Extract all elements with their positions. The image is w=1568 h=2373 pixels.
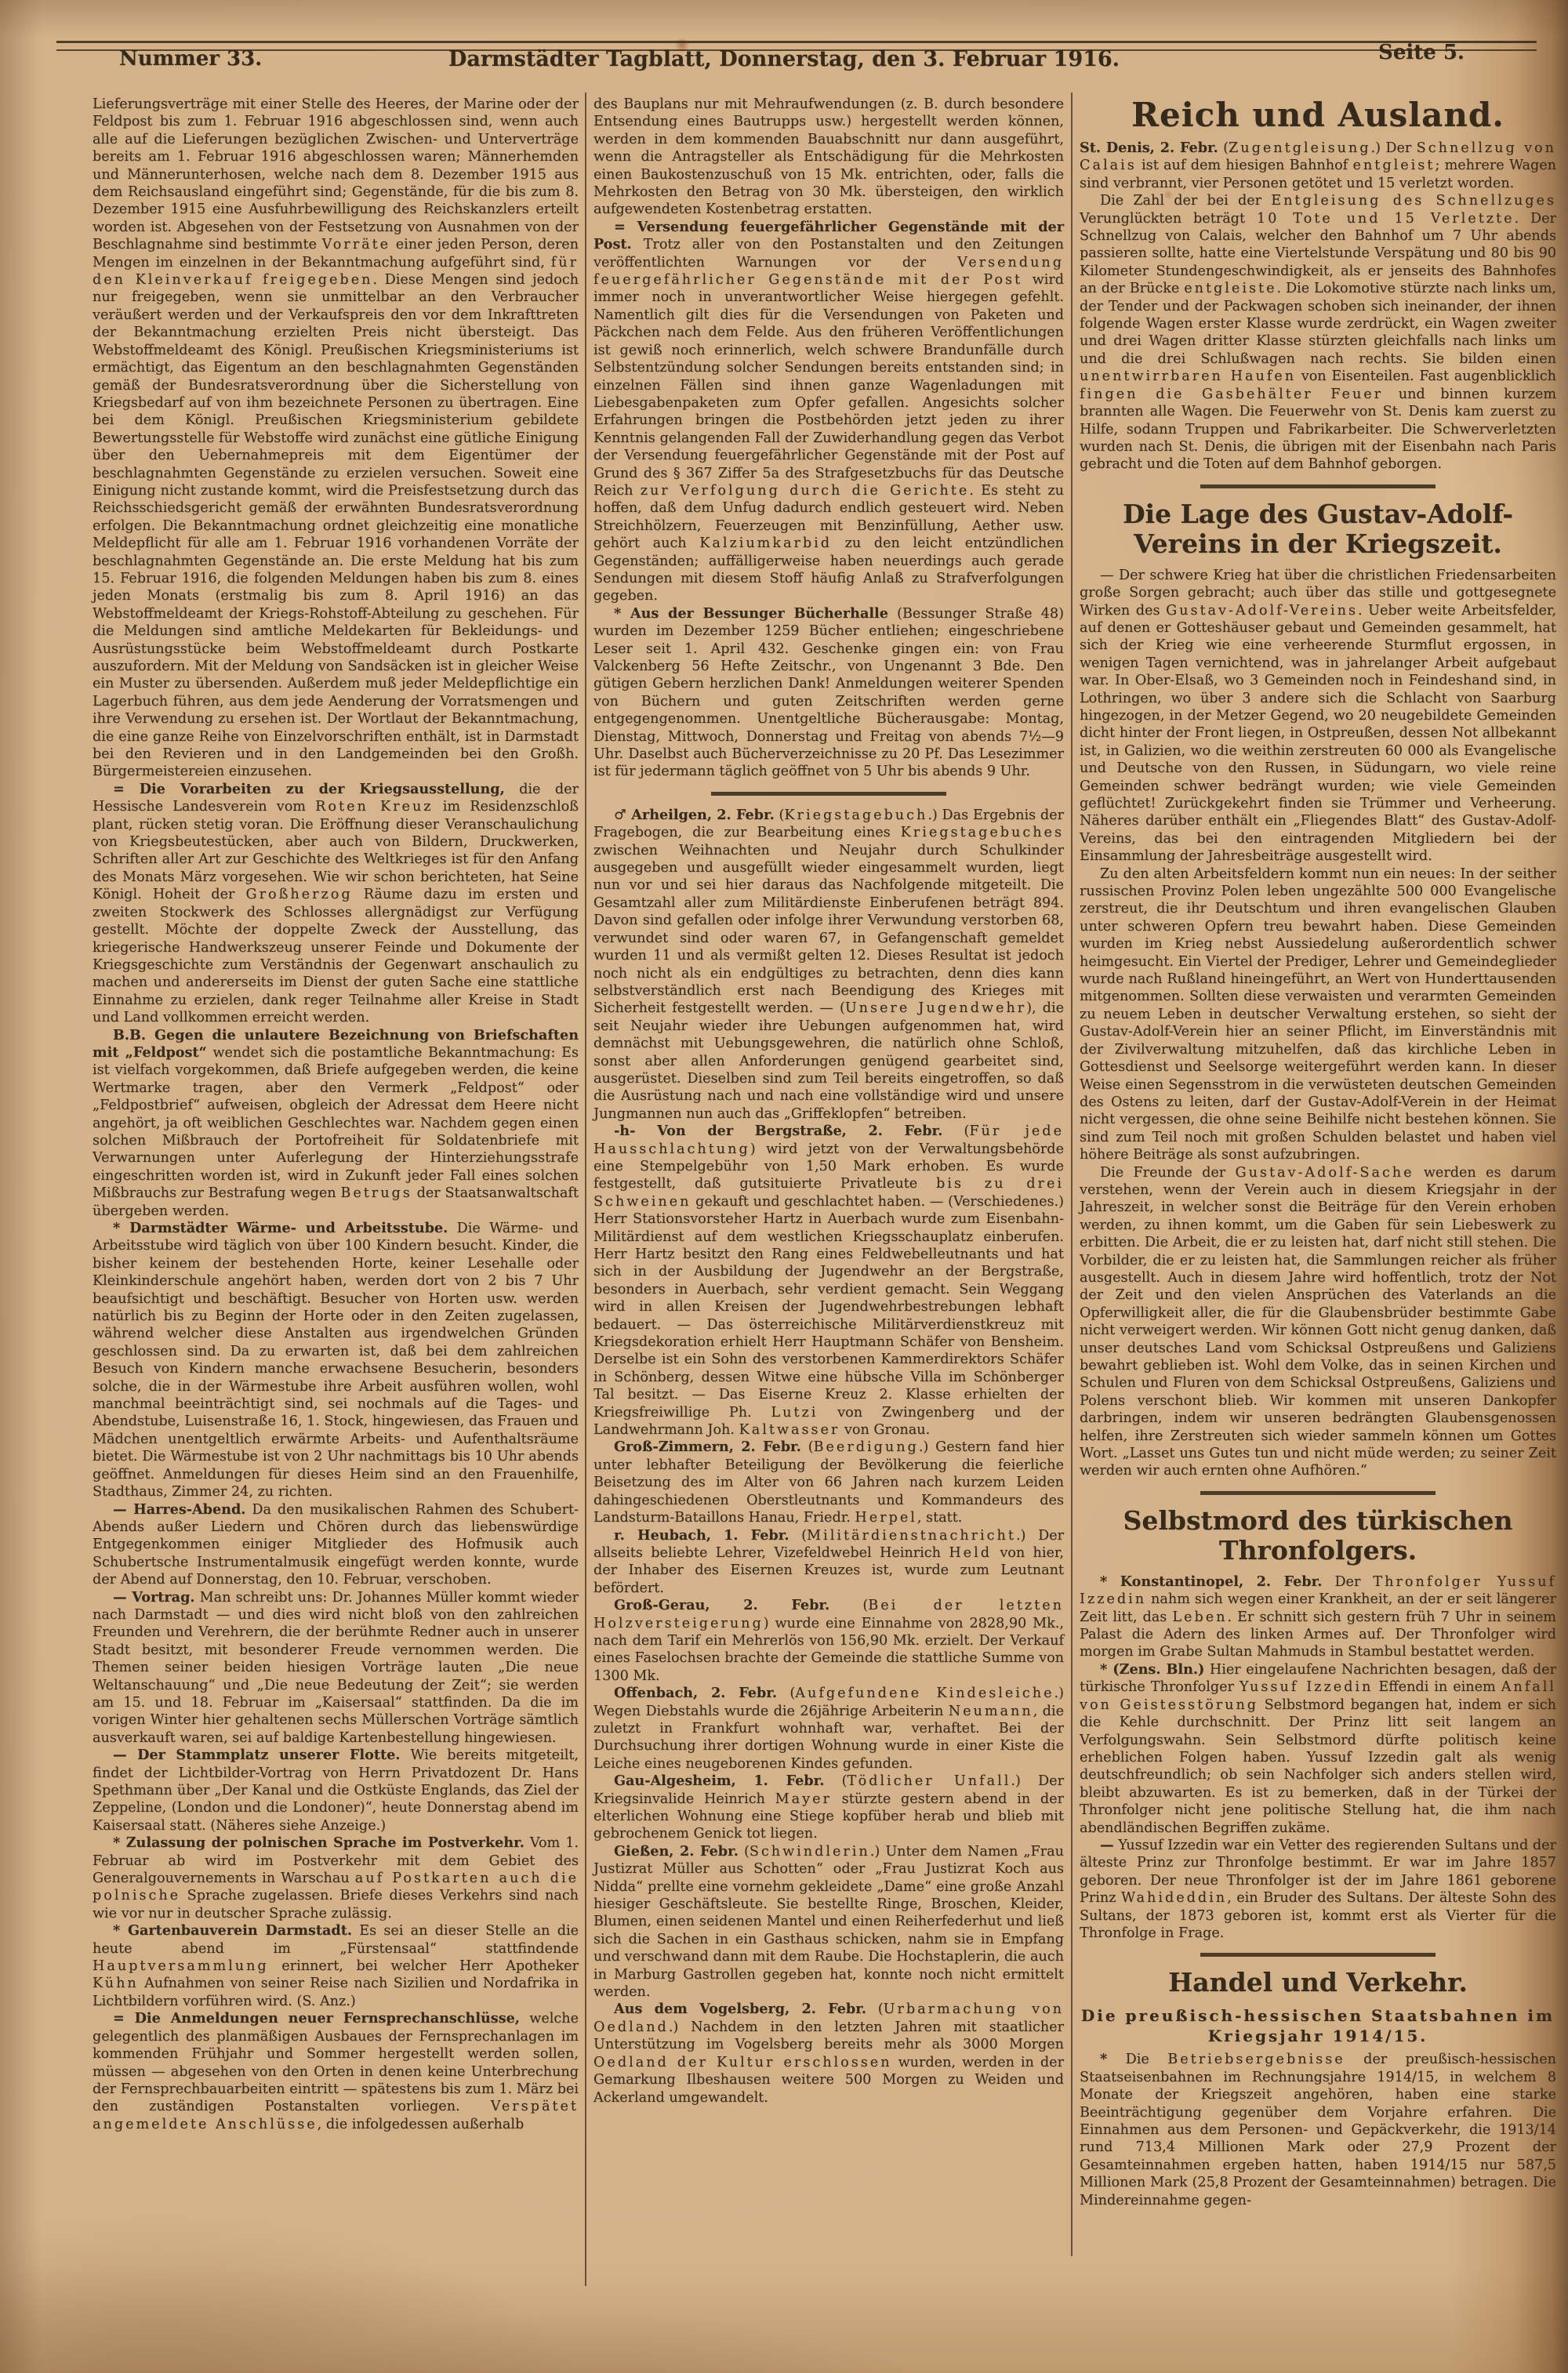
news-paragraph: = Die Vorarbeiten zu der Kriegsausstellung, die der Hessische Landesverein vom Roten Kreuz im Residenzschloß plant, rücken stetig voran. Die Eröffnung dieser Veranschaulichung von Kriegsbeutestücken, aber auch von Bildern, Druckwerken, Schriften aller Art zur Geschichte des Weltkrieges ist für den Anfang des Monats März vorgesehen. Wie wir schon berichteten, hat Seine Königl. Hoheit der Großherzog Räume dazu im ersten und zweiten Stockwerk des Schlosses allergnädigst zur Verfügung gestellt. Möchte der doppelte Zweck der Ausstellung, das kriegerische Handwerkszeug unserer Feinde und Dokumente der Kriegsgeschichte zum Verständnis der Gegenwart anschaulich zu machen und andererseits im Dienst der guten Sache eine stattliche Einnahme zu erzielen, dank reger Teilnahme aller Kreise in Stadt und Land vollkommen erreicht werden. [93, 780, 579, 1026]
news-paragraph: Gießen, 2. Febr. (Schwindlerin.) Unter dem Namen „Frau Justizrat Müller aus Schotten“ oder „Frau Justizrat Koch aus Nidda“ prellte eine vornehm gekleidete „Dame“ eine große Anzahl hiesiger Geschäftsleute. Sie bestellte Ringe, Broschen, Kleider, Blumen, einen seidenen Mantel und einen Reiherfederhut und ließ sich die Sachen in ein Gasthaus schicken, nahm sie in Empfang und verschwand dann mit dem Raube. Die Hochstaplerin, die auch in Marburg Gastrollen gegeben hat, konnte noch nicht ermittelt werden. [593, 1842, 1064, 2001]
news-paragraph: Zu den alten Arbeitsfeldern kommt nun ein neues: In der seither russischen Provinz Polen leben ungezählte 500 000 Evangelische zerstreut, die ihr Deutschtum und ihren evangelischen Glauben unter schweren Opfern treu bewahrt haben. Diese Gemeinden wurden im Krieg nebst Aussiedelung außerordentlich schwer heimgesucht. Ein Viertel der Prediger, Lehrer und Gemeindeglieder wurde nach Rußland hineingeführt, an Wert von Hunderttausenden mitgenommen. Sollten diese verwaisten und verarmten Gemeinden zu neuem Leben in deutscher Verwaltung erstehen, so sieht der Gustav-Adolf-Verein hier an seiner Pflicht, im Einverständnis mit der Zivilverwaltung mitzuhelfen, daß das kirchliche Leben in Gottesdienst und Seelsorge weitergeführt werden kann. In dieser Weise einen Segensstrom in die verwüsteten deutschen Gemeinden des Ostens zu leiten, darf der Gustav-Adolf-Verein in der Heimat nicht vergessen, die ohne seine Beihilfe nicht bestehen können. Sie sind zum Teil noch mit großen Schulden belastet und haben viel höhere Beiträge als sonst aufzubringen. [1080, 865, 1557, 1163]
column-separator-rule [1071, 93, 1073, 2256]
column-separator-rule [585, 93, 586, 2286]
column-middle [593, 96, 1064, 2106]
news-paragraph: des Bauplans nur mit Mehraufwendungen (z. B. durch besondere Entsendung eines Bautrupps usw.) hergestellt werden können, werden in dem kommenden Bauabschnitt nur dann ausgeführt, wenn die Antragsteller als Entschädigung für die Mehrkosten einen Baukostenzuschuß von 15 Mk. entrichten, oder, falls die Mehrkosten den Betrag von 30 Mk. übersteigen, den wirklich aufgewendeten Kostenbetrag erstatten. [593, 96, 1064, 218]
news-paragraph: * Aus der Bessunger Bücherhalle (Bessunger Straße 48) wurden im Dezember 1259 Bücher entliehen; eingeschriebene Leser seit 1. April 432. Geschenke gingen ein: von Frau Valckenberg 56 Hefte Zeitschr., von Ungenannt 3 Bde. Den gütigen Gebern herzlichen Dank! Anmeldungen weiterer Spenden von Büchern und guten Zeitschriften werden gerne entgegengenommen. Unentgeltliche Bücherausgabe: Montag, Dienstag, Mittwoch, Donnerstag und Freitag von abends 7½—9 Uhr. Daselbst auch Bücherverzeichnisse zu 20 Pf. Das Lesezimmer ist für jedermann täglich geöffnet von 5 Uhr bis abends 9 Uhr. [593, 604, 1064, 780]
newspaper-title-dateline: Darmstädter Tagblatt, Donnerstag, den 3. Februar 1916. [448, 47, 1120, 71]
paragraph-lead: Aus dem Vogelsberg, 2. Febr. [614, 2001, 866, 2018]
paragraph-lead: Groß-Zimmern, 2. Febr. [614, 1439, 801, 1456]
article-headline: Die Lage des Gustav-Adolf-Vereins in der Kriegszeit. [1122, 498, 1514, 559]
news-paragraph: — Harres-Abend. Da den musikalischen Rahmen des Schubert-Abends außer Liedern und Chören durch das liebenswürdige Entgegenkommen einiger Mitglieder des Hofmusik auch Schubertsche Instrumentalmusik eingefügt werden konnte, wurde der Abend auf Donnerstag, den 10. Februar, verschoben. [93, 1500, 579, 1588]
news-paragraph: * Gartenbauverein Darmstadt. Es sei an dieser Stelle an die heute abend im „Fürstensaal“ stattfindende Hauptversammlung erinnert, bei welcher Herr Apotheker Kühn Aufnahmen von seiner Reise nach Sizilien und Nordafrika in Lichtbildern vorführen wird. (S. Anz.) [93, 1922, 579, 2009]
article-subheadline: Die preußisch-hessischen Staatsbahnen im Kriegsjahr 1914/15. [1080, 2006, 1555, 2046]
news-paragraph: * Zulassung der polnischen Sprache im Postverkehr. Vom 1. Februar ab wird im Postverkehr mit dem Gebiet des Generalgouvernements in Warschau auf Postkarten auch die polnische Sprache zugelassen. Briefe dieses Verkehrs sind nach wie vor nur in deutscher Sprache zulässig. [93, 1834, 579, 1921]
news-paragraph: = Die Anmeldungen neuer Fernsprechanschlüsse, welche gelegentlich des planmäßigen Ausbaues der Fernsprechanlagen im kommenden Frühjahr und Sommer hergestellt werden sollen, müssen — abgesehen von den Orten in denen keine Unterbrechung der Fernsprechbauarbeiten eintritt — spätestens bis zum 1. März bei den zuständigen Postanstalten vorliegen. Verspätet angemeldete Anschlüsse, die infolgedessen außerhalb [93, 2010, 579, 2132]
paragraph-lead: Offenbach, 2. Febr. [614, 1685, 778, 1702]
news-paragraph: Lieferungsverträge mit einer Stelle des Heeres, der Marine oder der Feldpost bis zum 1. Februar 1916 abgeschlossen sind, wenn auch alle auf die Lieferungen bezüglichen Zwischen- und Unterverträge bereits am 1. Februar 1916 abgeschlossen waren; Männerhemden und Männerunterhosen, welche nach dem 8. Dezember 1915 aus dem Reichsausland eingeführt sind; Gegenstände, für die bis zum 8. Dezember 1915 eine Ausfuhrbewilligung des Reichskanzlers erteilt worden ist. Abgesehen von der Festsetzung von Ausnahmen von der Beschlagnahme sind bestimmte Vorräte einer jeden Person, deren Mengen im einzelnen in der Bekanntmachung aufgeführt sind, für den Kleinverkauf freigegeben. Diese Mengen sind jedoch nur freigegeben, wenn sie unmittelbar an den Verbraucher veräußert werden und der Verkaufspreis den vor dem Inkrafttreten der Bekanntmachung erzielten Preis nicht übersteigt. Das Webstoffmeldeamt des Königl. Preußischen Kriegsministeriums ist ermächtigt, das Eigentum an den beschlagnahmten Gegenständen gemäß der Bundesratsverordnung über die Sicherstellung von Kriegsbedarf auf von ihm bezeichnete Personen zu übertragen. Eine bei dem Königl. Preußischen Kriegsministerium gebildete Bewertungsstelle für Webstoffe wird zunächst eine gütliche Einigung über den Uebernahmepreis mit dem Eigentümer der beschlagnahmten Gegenstände zu erzielen versuchen. Soweit eine Einigung nicht zustande kommt, wird die Preisfestsetzung durch das Reichsschiedsgericht gemäß der erwähnten Bundesratsverordnung erfolgen. Die Bekanntmachung ordnet gleichzeitig eine monatliche Meldepflicht für alle am 1. Februar 1916 vorhandenen Vorräte der beschlagnahmten Gegenstände an. Die erste Meldung hat bis zum 15. Februar 1916, die folgenden Meldungen haben bis zum 8. eines jeden Monats (erstmalig bis zum 8. April 1916) an das Webstoffmeldeamt der Kriegs-Rohstoff-Abteilung zu geschehen. Für die Meldungen sind amtliche Meldekarten für Bekleidungs- und Ausrüstungsstücke beim Webstoffmeldeamt durch Postkarte auszufordern. Mit der Meldung von Sandsäcken ist in gleicher Weise ein Muster zu übersenden. Außerdem muß jeder Meldepflichtige ein Lagerbuch führen, aus dem jede Aenderung der Vorratsmengen und ihre Verwendung zu ersehen ist. Der Wortlaut der Bekanntmachung, die eine ganze Reihe von Einzelvorschriften enthält, ist in Darmstadt bei den Revieren und in den Landgemeinden bei den Großh. Bürgermeistereien einzusehen. [93, 96, 579, 780]
paragraph-lead: — [1100, 1836, 1114, 1853]
news-paragraph: Gau-Algesheim, 1. Febr. (Tödlicher Unfall.) Der Kriegsinvalide Heinrich Mayer stürzte gestern abend in der elterlichen Wohnung eine Stiege kopfüber herab und blieb mit gebrochenem Genick tot liegen. [593, 1772, 1064, 1842]
news-paragraph: Die Freunde der Gustav-Adolf-Sache werden es darum verstehen, wenn der Verein auch in diesem Kriegsjahr in der Jahreszeit, in welcher sonst die Beiträge für den Verein erhoben werden, zu ihnen kommt, um die Gaben für sein Liebeswerk zu erbitten. Die Arbeit, die er zu leisten hat, darf nicht still stehen. Die Vorbilder, die er zu leisten hat, die Sammlungen reicher als früher ausgestellt. Auch in diesem Jahre wird hoffentlich, trotz der Not der Zeit und den vielen Ansprüchen des Vaterlands an die Opferwilligkeit aller, die für die Glaubensbrüder bestimmte Gabe nicht verweigert werden. Wir können Gott nicht genug danken, daß unser deutsches Land vom Schicksal Ostpreußens und Galiziens bewahrt geblieben ist. Wohl dem Volke, das in seinen Kirchen und Schulen und Fluren von dem Schicksal Ostpreußens, Galiziens und Polens verschont blieb. Wir kommen mit unseren Dankopfer darbringen, indem wir unseren bedrängten Glaubensgenossen helfen, ihre Zerstreuten sich wieder sammeln können um Gottes Wort. „Lasset uns Gutes tun und nicht müde werden; zu seiner Zeit werden wir auch ernten ohne Aufhören.“ [1080, 1164, 1556, 1479]
news-paragraph: * Konstantinopel, 2. Febr. Der Thronfolger Yussuf Izzedin nahm sich wegen einer Krankheit, an der er seit längerer Zeit litt, das Leben. Er schnitt sich gestern früh 7 Uhr in seinem Palast die Adern des linken Armes auf. Der Thronfolger wird morgen im Grabe Sultan Mahmuds in Stambul bestattet werden. [1080, 1573, 1556, 1660]
news-paragraph: r. Heubach, 1. Febr. (Militärdienstnachricht.) Der allseits beliebte Lehrer, Vizefeldwebel Heinrich Held von hier, der Inhaber des Eisernen Kreuzes ist, wurde zum Leutnant befördert. [593, 1526, 1065, 1596]
section-divider-rule [1200, 484, 1436, 488]
section-divider-rule [1200, 1491, 1436, 1495]
news-paragraph: = Versendung feuergefährlicher Gegenstände mit der Post. Trotz aller von den Postanstalten und den Zeitungen veröffentlichten Warnungen vor der Versendung feuergefährlicher Gegenstände mit der Post wird immer noch in unverantwortlicher Weise hiergegen gefehlt. Namentlich gilt dies für die Versendungen von Paketen und Päckchen nach dem Felde. Aus den früheren Veröffentlichungen ist gewiß noch erinnerlich, welch schwere Brandunfälle durch Selbstentzündung solcher Sendungen bereits entstanden sind; in einzelnen Fällen sind ihnen ganze Wagenladungen mit Liebesgabenpaketen zum Opfer gefallen. Angesichts solcher Erfahrungen bringen die Postbehörden jetzt jeden zu ihrer Kenntnis gelangenden Fall der Zuwiderhandlung gegen das Verbot der Versendung feuergefährlicher Gegenstände mit der Post auf Grund des § 367 Ziffer 5a des Strafgesetzbuchs für das Deutsche Reich zur Verfolgung durch die Gerichte. Es steht zu hoffen, daß dem Unfug dadurch endlich gesteuert wird. Neben Streichhölzern, Feuerzeugen mit Benzinfüllung, Aether usw. gehört auch Kalziumkarbid zu den leicht entzündlichen Gegenständen; auffälligerweise haben neuerdings auch gerade Sendungen mit diesem Stoff häufig Anlaß zu Strafverfolgungen gegeben. [593, 218, 1064, 604]
news-paragraph: * Die Betriebsergebnisse der preußisch-hessischen Staatseisenbahnen im Rechnungsjahre 1914/15, in welchem 8 Monate der Kriegszeit angehören, haben eine starke Beeinträchtigung gegenüber dem Vorjahre erfahren. Die Einnahmen aus dem Personen- und Gepäckverkehr, die 1913/14 rund 713,4 Millionen Mark oder 27,9 Prozent der Gesamteinnahmen ergeben hatten, haben 1914/15 nur 587,5 Millionen Mark (25,8 Prozent der Gesamteinnahmen) betragen. Die Mindereinnahme gegen- [1080, 2051, 1556, 2208]
paragraph-lead: — Harres-Abend. [113, 1500, 246, 1518]
column-left [93, 96, 579, 2133]
section-divider-rule [1200, 1953, 1436, 1957]
paragraph-lead: r. Heubach, 1. Febr. [614, 1526, 789, 1544]
paragraph-lead: * (Zens. Bln.) [1100, 1660, 1205, 1678]
paragraph-lead: ♂ Arheilgen, 2. Febr. [614, 806, 775, 823]
masthead-double-rule [56, 41, 1537, 51]
paragraph-lead: Gießen, 2. Febr. [614, 1842, 739, 1860]
section-headline: Reich und Ausland. [1131, 96, 1504, 134]
paragraph-lead: * Konstantinopel, 2. Febr. [1100, 1573, 1323, 1590]
news-paragraph: Groß-Zimmern, 2. Febr. (Beerdigung.) Gestern fand hier unter lebhafter Beteiligung der Bevölkerung die feierliche Beisetzung des im Alter von 66 Jahren nach kurzem Leiden dahingeschiedenen Oberstleutnants und Kommandeurs des Landsturm-Bataillons Hanau, Friedr. Herpel, statt. [593, 1439, 1064, 1526]
news-paragraph: — Yussuf Izzedin war ein Vetter des regierenden Sultans und der älteste Prinz zur Thronfolge bestimmt. Er war im Jahre 1857 geboren. Der neue Thronfolger ist der im Jahre 1861 geborene Prinz Wahideddin, ein Bruder des Sultans. Der älteste Sohn des Sultans, der 1873 geboren ist, kommt erst als Vierter für die Thronfolge in Frage. [1080, 1836, 1556, 1941]
paragraph-lead: * Aus der Bessunger Bücherhalle [614, 604, 888, 622]
section-divider-rule [711, 792, 946, 796]
news-paragraph: St. Denis, 2. Febr. (Zugentgleisung.) Der Schnellzug von Calais ist auf dem hiesigen Bahnhof entgleist; mehrere Wagen sind verbrannt, vier Personen getötet und 15 verletzt worden. [1080, 140, 1556, 191]
article-headline: Selbstmord des türkischen Thronfolgers. [1123, 1504, 1513, 1566]
news-paragraph: Groß-Gerau, 2. Febr. (Bei der letzten Holzversteigerung) wurde eine Einnahme von 2828,90 Mk., nach dem Tarif ein Mehrerlös von 156,90 Mk. erzielt. Der Verkauf eines Faselochsen brachte der Gemeinde die stattliche Summe von 1300 Mk. [593, 1597, 1064, 1684]
paragraph-lead: Gau-Algesheim, 1. Febr. [614, 1772, 825, 1790]
paragraph-lead: — Der Stammplatz unserer Flotte. [113, 1747, 401, 1764]
paragraph-lead: -h- Von der Bergstraße, 2. Febr. [614, 1123, 943, 1140]
news-paragraph: ♂ Arheilgen, 2. Febr. (Kriegstagebuch.) Das Ergebnis der Fragebogen, die zur Bearbeitung eines Kriegstagebuches zwischen Weihnachten und Neujahr durch Schulkinder ausgegeben und ausgefüllt wieder eingesammelt wurden, liegt nun vor und sei hier daraus das Nachfolgende mitgeteilt. Die Gesamtzahl aller zum Militärdienste Einberufenen beträgt 894. Davon sind gefallen oder infolge ihrer Verwundung verstorben 68, verwundet sind oder waren 67, in Gefangenschaft gemeldet wurden 11 und als vermißt gelten 12. Dieses Resultat ist jedoch noch nicht als ein endgültiges zu betrachten, denn dies kann selbstverständlich erst nach Beendigung des Krieges mit Sicherheit festgestellt werden. — (Unsere Jugendwehr), die seit Neujahr wieder ihre Uebungen aufgenommen hat, wird demnächst mit Uebungsgewehren, die natürlich ohne Schloß, sonst aber allen Anforderungen genügend gearbeitet sind, ausgerüstet. Dieselben sind zum Teil bereits eingetroffen, so daß die Ausrüstung nach und nach eine vollständige wird und unsere Jungmannen nun auch das „Griffeklopfen“ betreiben. [593, 806, 1064, 1122]
news-paragraph: * Darmstädter Wärme- und Arbeitsstube. Die Wärme- und Arbeitsstube wird täglich von über 100 Kindern besucht. Kinder, die bisher keinem der bestehenden Horte, keiner Lesehalle oder Kleinkinderschule angehört haben, werden dort von 2 bis 7 Uhr beaufsichtigt und beschäftigt. Besucher von Horten usw. werden natürlich bis zu Beginn der Horte oder in den Zeiten zugelassen, während welcher diese Anstalten aus irgendwelchen Gründen geschlossen sind. Da zu erwarten ist, daß bei dem zahlreichen Besuch von Kindern manche erwachsene Besucherin, besonders solche, die in der Wärmestube ihre Arbeit ausführen wollen, wohl manchmal beeinträchtigt sind, sei nochmals auf die Tages- und Abendstube, Luisenstraße 16, 1. Stock, hingewiesen, das Frauen und Mädchen unentgeltlich erwärmte Arbeits- und Aufenthaltsräume bietet. Die Wärmestube ist von 2 Uhr nachmittags bis 10 Uhr abends geöffnet. Anmeldungen für dieses Heim sind an den Frauenhilfe, Stadthaus, Zimmer 24, zu richten. [93, 1220, 579, 1500]
news-paragraph: * (Zens. Bln.) Hier eingelaufene Nachrichten besagen, daß der türkische Thronfolger Yussuf Izzedin Effendi in einem Anfall von Geistesstörung Selbstmord begangen hat, indem er sich die Kehle durchschnitt. Der Prinz litt seit langem an Verfolgungswahn. Sein Selbstmord dürfte politisch keine erheblichen Folgen haben. Yussuf Izzedin galt als wenig deutschfreundlich; ob sein Nachfolger sich anders stellen wird, bleibt abzuwarten. Es ist zu bemerken, daß in der Türkei der Thronfolger nicht jene politische Stellung hat, die ihm nach abendländischen Begriffen zukäme. [1080, 1660, 1556, 1836]
news-paragraph: Aus dem Vogelsberg, 2. Febr. (Urbarmachung von Oedland.) Nachdem in den letzten Jahren mit staatlicher Unterstützung im Vogelsberg bereits mehr als 3000 Morgen Oedland der Kultur erschlossen wurden, werden in der Gemarkung Ilbeshausen weitere 500 Morgen zu Weiden und Ackerland umgewandelt. [593, 2001, 1064, 2106]
news-paragraph: — Der schwere Krieg hat über die christlichen Friedensarbeiten große Sorgen gebracht; auch über das stille und gottgesegnete Wirken des Gustav-Adolf-Vereins. Ueber weite Arbeitsfelder, auf denen er Gotteshäuser gebaut und Gemeinden gesammelt, hat sich der Krieg wie eine verheerende Sturmflut ergossen, in wenigen Tagen vernichtend, was in jahrelanger Arbeit aufgebaut war. In Ober-Elsaß, wo 3 Gemeinden noch in Feindeshand sind, in Lothringen, wo über 3 andere sich die Schlacht von Saarburg hingezogen, in der Metzer Gegend, wo 20 neugebildete Gemeinden dicht hinter der Front liegen, in Ostpreußen, dessen Not allbekannt ist, in Galizien, wo die weithin zerstreuten 60 000 als Evangelische und Deutsche von den Russen, in Südungarn, wo viele reine Gemeinden schwer bedrängt wurden; wie viele Gemeinden geflüchtet! Zurückgekehrt finden sie Trümmer und Verheerung. Näheres darüber enthält ein „Fliegendes Blatt“ des Gustav-Adolf-Vereins, das bei den eintragenden Mitgliedern bei der Einsammlung der Jahresbeiträge ausgestellt wird. [1080, 567, 1556, 865]
page-number: Seite 5. [1378, 41, 1465, 64]
news-paragraph: — Vortrag. Man schreibt uns: Dr. Johannes Müller kommt wieder nach Darmstadt — und dies wird nicht bloß von den zahlreichen Freunden und Verehrern, die der berühmte Redner auch in unserer Stadt besitzt, mit besonderer Freude vernommen werden. Die Themen seiner beiden hiesigen Vorträge lauten „Die neue Weltanschauung“ und „Die neue Bedeutung der Zeit“; sie werden am 15. und 18. Februar im „Kaisersaal“ stattfinden. Da die im vorigen Winter hier gehaltenen sechs Müllerschen Vorträge sämtlich ausverkauft waren, sei auf baldige Kartenbestellung hingewiesen. [93, 1588, 579, 1746]
issue-number: Nummer 33. [119, 47, 263, 71]
news-paragraph: Offenbach, 2. Febr. (Aufgefundene Kindesleiche.) Wegen Diebstahls wurde die 26jährige Arbeiterin Neumann, die zuletzt in Frankfurt wohnhaft war, verhaftet. Bei der Durchsuchung ihrer dortigen Wohnung wurde in einer Kiste die Leiche eines neugeborenen Kindes gefunden. [593, 1685, 1064, 1772]
paragraph-lead: * Zulassung der polnischen Sprache im Postverkehr. [113, 1834, 524, 1852]
paragraph-lead: St. Denis, 2. Febr. [1080, 140, 1218, 156]
paragraph-lead: — Vortrag. [113, 1588, 195, 1606]
paragraph-lead: * Gartenbauverein Darmstadt. [113, 1922, 352, 1939]
paragraph-lead: = Die Vorarbeiten zu der Kriegsausstellung, [113, 780, 505, 797]
news-paragraph: Die Zahl der bei der Entgleisung des Schnellzuges Verunglückten beträgt 10 Tote und 15 Verletzte. Der Schnellzug von Calais, welcher den Bahnhof um 7 Uhr abends passieren sollte, hatte eine Viertelstunde Verspätung und 80 bis 90 Kilometer Stundengeschwindigkeit, als er jenseits des Bahnhofes an der Brücke entgleiste. Die Lokomotive stürzte nach links um, der Tender und der Packwagen schoben sich ineinander, der ihnen folgende Wagen erster Klasse wurde zerdrückt, ein Wagen zweiter und drei Wagen dritter Klasse stürzten gleichfalls nach links um und die drei Schlußwagen nach rechts. Sie bilden einen unentwirrbaren Haufen von Eisenteilen. Fast augenblicklich fingen die Gasbehälter Feuer und binnen kurzem brannten alle Wagen. Die Feuerwehr von St. Denis kam zuerst zu Hilfe, sodann Truppen und Fabrikarbeiter. Die Schwerverletzten wurden nach St. Denis, die übrigen mit der Eisenbahn nach Paris gebracht und die Toten auf dem Bahnhof geborgen. [1080, 193, 1557, 473]
paragraph-lead: * Darmstädter Wärme- und Arbeitsstube. [113, 1220, 448, 1236]
paragraph-lead: = Versendung feuergefährlicher Gegenstände mit der Post. [593, 218, 1064, 253]
paragraph-lead: B.B. Gegen die unlautere Bezeichnung von Briefschaften mit „Feldpost“ [93, 1026, 579, 1061]
paragraph-lead: * [1100, 2051, 1108, 2068]
paragraph-lead: Groß-Gerau, 2. Febr. [614, 1597, 830, 1614]
column-right [1080, 96, 1556, 2209]
news-paragraph: — Der Stammplatz unserer Flotte. Wie bereits mitgeteilt, findet der Lichtbilder-Vortrag von Herrn Privatdozent Dr. Hans Spethmann über „Der Kanal und die Ostküste Englands, das Ziel der Zeppeline, (London und die Londoner)“, heute Donnerstag abend im Kaisersaal statt. (Näheres siehe Anzeige.) [93, 1747, 579, 1834]
news-paragraph: -h- Von der Bergstraße, 2. Febr. (Für jede Hausschlachtung) wird jetzt von der Verwaltungsbehörde eine Stempelgebühr von 1,50 Mark erhoben. Es wurde festgestellt, daß gutsituierte Privatleute bis zu drei Schweinen gekauft und geschlachtet haben. — (Verschiedenes.) Herr Stationsvorsteher Hartz in Auerbach wurde zum Eisenbahn-Militärdienst auf dem westlichen Kriegsschauplatz einberufen. Herr Hartz besitzt den Rang eines Feldwebelleutnants und hat sich in der Ausbildung der Jugendwehr an der Bergstraße, besonders in Auerbach, sehr verdient gemacht. Sein Weggang wird in allen Kreisen der Jugendwehrbestrebungen lebhaft bedauert. — Das österreichische Militärverdienstkreuz mit Kriegsdekoration erhielt Herr Hauptmann Schäfer von Bensheim. Derselbe ist ein Sohn des verstorbenen Kammerdirektors Schäfer in Schönberg, dessen Witwe eine hübsche Villa im Schönberger Tal besitzt. — Das Eiserne Kreuz 2. Klasse erhielten der Kriegsfreiwillige Ph. Lutzi von Zwingenberg und der Landwehrmann Joh. Kaltwasser von Gronau. [593, 1123, 1064, 1439]
article-headline: Handel und Verkehr. [1168, 1967, 1468, 1998]
paragraph-lead: = Die Anmeldungen neuer Fernsprechanschlüsse, [113, 2010, 520, 2027]
news-paragraph: B.B. Gegen die unlautere Bezeichnung von Briefschaften mit „Feldpost“ wendet sich die postamtliche Bekanntmachung: Es ist vielfach vorgekommen, daß Briefe aufgegeben werden, die keine Wertmarke tragen, aber den Vermerk „Feldpost“ oder „Feldpostbrief“ aufweisen, obgleich der Adressat dem Heere nicht angehört, ja oft weiblichen Geschlechtes war. Nachdem gegen einen solchen Mißbrauch der Portofreiheit für Soldatenbriefe mit Verwarnungen unter Auferlegung der Hinterziehungsstrafe eingeschritten worden ist, wird in Zukunft jeder Fall eines solchen Mißbrauchs zur Bestrafung wegen Betrugs der Staatsanwaltschaft übergeben werden. [93, 1026, 579, 1219]
